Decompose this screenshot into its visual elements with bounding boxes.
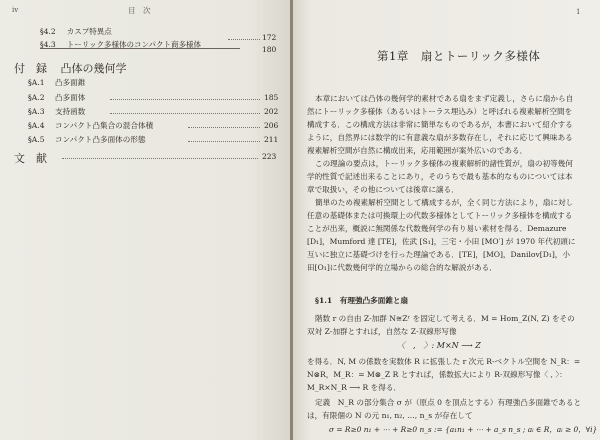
chapter-title: 第1章 扇とトーリック多様体 (377, 49, 541, 63)
toc-entry-title: カスプ特異点 (66, 27, 112, 36)
toc-entry-number: §A.2 (28, 93, 45, 102)
toc-entry[interactable] (40, 19, 112, 36)
appendix-title: 凸体の幾何学 (60, 62, 127, 75)
display-equation: 〈 , 〉: M×N ⟶ Z (397, 341, 481, 350)
text-line: を得る．N, M の係数を実数体 R に拡張した r 次元 R-ベクトル空間を N_R：= (307, 357, 581, 366)
text-line: 章で取扱い，その他については後章に譲る． (307, 185, 459, 194)
leader-dots (188, 127, 260, 128)
toc-entry-page: 211 (264, 135, 279, 144)
text-line: N⊗R，M_R：= M⊗_Z R とすれば，係数拡大により R-双線形写像〈 , 〉： (307, 370, 567, 379)
toc-entry[interactable] (28, 134, 278, 146)
display-equation: σ = R≥0 n₁ + ⋯ + R≥0 n_s := {a₁n₁ + ⋯ + a_s n_s ; aᵢ ∈ R，aᵢ ≥ 0，∀i} (329, 425, 598, 434)
definition-line: 定義 N_R の部分集合 σ が（原点 0 を頂点とする）有理強凸多面錐であると (315, 398, 582, 407)
text-line: 然にトーリック多様体（あるいはトーラス埋込み）と呼ばれる複素解析空間を (307, 107, 573, 116)
toc-entry-number: §4.3 (40, 40, 56, 49)
references-label: 文 献 (14, 152, 47, 165)
toc-entry[interactable] (28, 120, 278, 132)
text-line: 簡単のため複素解析空間として構成するが，全く同じ方法により，扇に対し (315, 198, 574, 207)
toc-entry-title: コンパクト凸多面体の形態 (54, 135, 146, 144)
text-line: 田[O₁]に代数幾何学的立場からの総合的な解説がある． (307, 263, 497, 272)
left-folio: iv (12, 6, 19, 14)
toc-entry[interactable] (28, 92, 278, 104)
toc-entry-title: 支持函数 (54, 107, 86, 116)
toc-entry-number: §4.2 (40, 27, 56, 36)
leader-dots (110, 99, 260, 100)
appendix-label: 付 録 (14, 62, 47, 75)
text-line: 任意の基礎体または可換環上の代数多様体としてトーリック多様体を構成する (307, 211, 573, 220)
toc-entry-title: 凸多面錐 (54, 78, 86, 87)
text-line: ことが出来，概説に無関係な代数幾何学の有り易い素材を得る．Demazure (307, 224, 567, 233)
leader-dots (62, 158, 258, 159)
leader-dots (188, 141, 260, 142)
section-title: §1.1 有理強凸多面錐と扇 (315, 296, 409, 305)
toc-entry-number: §A.3 (28, 107, 45, 116)
text-line: [D₁]，Mumford 達 [TE]，佐武 [S₁]，三宅・小田 [MO′] が 1970 年代初頭に (307, 237, 576, 246)
toc-entry-title: 凸多面体 (54, 93, 86, 102)
text-line: 学的性質で記述出来ることにあり，そのうちで最も基本的なものについては本 (307, 172, 573, 181)
text-line: 複素解析空間が自然に構成出来，応用範囲が案外広いのである． (307, 146, 528, 155)
toc-entry[interactable] (40, 44, 278, 56)
left-running-head: 目 次 (128, 6, 151, 15)
toc-entry-page: 180 (262, 45, 277, 54)
references-page: 223 (262, 152, 277, 161)
appendix-heading[interactable] (14, 60, 127, 75)
text-line: この理論の要点は，トーリック多様体の複素解析的諸性質が，扇の初等幾何 (315, 159, 573, 168)
text-line: 双対 Z-加群とすれば，自然な Z-双線形写像 (307, 327, 457, 336)
toc-entry[interactable] (28, 106, 278, 118)
right-page (293, 0, 600, 440)
left-page (0, 0, 291, 440)
toc-entry-number: §A.4 (28, 121, 45, 130)
text-line: は，有限個の N の元 n₁, n₂, …, n_s が存在して (307, 411, 473, 420)
toc-entry-number: §A.1 (28, 78, 45, 87)
toc-entry-page: 206 (264, 121, 279, 130)
text-line: 本章においては凸体の幾何学的素材である扇をまず定義し，さらに扇から自 (315, 94, 574, 103)
toc-entry[interactable] (28, 77, 278, 89)
text-line: 互いに独立に基礎づけを行った理論である．[TE]，[MO]，Danilov[D₁]，小 (307, 250, 570, 259)
toc-entry-number: §A.5 (28, 135, 45, 144)
toc-entry-title: コンパクト凸集合の混合体積 (54, 121, 154, 130)
text-line: M_R×N_R ⟶ R を得る． (307, 383, 402, 392)
text-line: ように，自然界には数学的に有意義な扇が多数存在し，それに応じて興味ある (307, 133, 573, 142)
toc-entry-page: 202 (264, 107, 279, 116)
toc-entry[interactable] (40, 32, 278, 49)
right-folio: 1 (576, 8, 581, 16)
toc-entry-page: 172 (262, 33, 277, 42)
references-entry[interactable] (14, 150, 278, 165)
toc-entry-title: トーリック多様体のコンパクト商多様体 (66, 40, 201, 49)
text-line: 構成する．この構成方法は非常に簡単なものであるが，本書において紹介する (307, 120, 573, 129)
leader-dots (228, 39, 260, 40)
toc-entry-page: 185 (264, 93, 279, 102)
leader-dots (110, 113, 260, 114)
text-line: 階数 r の自由 Z-加群 N≅Zʳ を固定して考える．M = Hom_Z(N, Z) をその (315, 314, 575, 323)
